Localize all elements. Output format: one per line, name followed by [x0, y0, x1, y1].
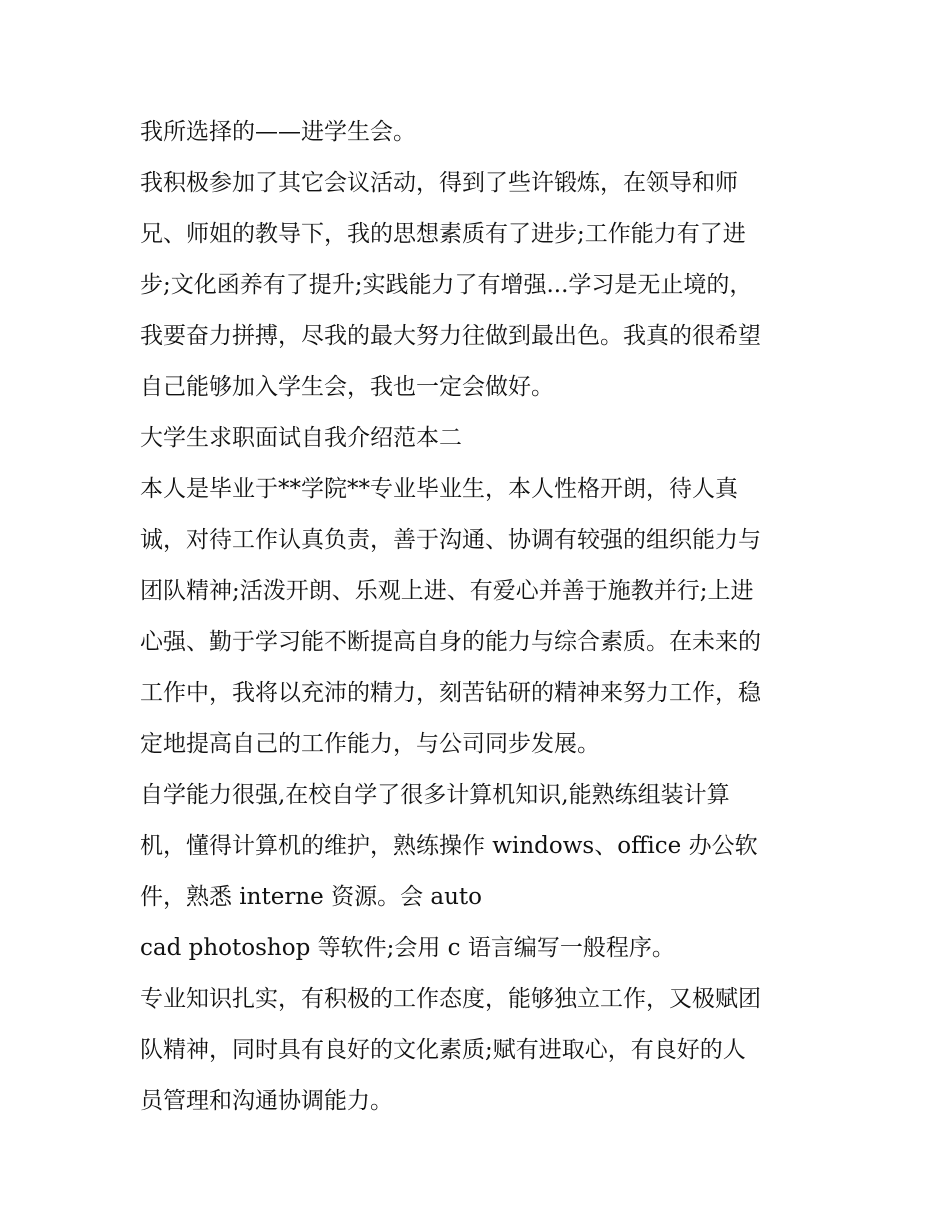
section-heading: 大学生求职面试自我介绍范本二	[140, 425, 462, 451]
text-line: 自己能够加入学生会，我也一定会做好。	[140, 374, 554, 400]
document-body	[140, 107, 815, 1127]
text-line: 我要奋力拼搏，尽我的最大努力往做到最出色。我真的很希望	[140, 323, 761, 349]
text-line: 诚，对待工作认真负责，善于沟通、协调有较强的组织能力与	[140, 527, 761, 553]
text-line: 步;文化函养有了提升;实践能力了有增强...学习是无止境的，	[140, 272, 753, 298]
text-line: 团队精神;活泼开朗、乐观上进、有爱心并善于施教并行;上进	[140, 578, 754, 604]
text-line: 件，熟悉 interne 资源。会 auto	[140, 884, 482, 910]
text-line: 员管理和沟通协调能力。	[140, 1088, 393, 1114]
text-line: 工作中，我将以充沛的精力，刻苦钻研的精神来努力工作，稳	[140, 680, 761, 706]
text-line: 专业知识扎实，有积极的工作态度，能够独立工作，又极赋团	[140, 986, 761, 1012]
text-line: 心强、勤于学习能不断提高自身的能力与综合素质。在未来的	[140, 629, 761, 655]
text-line: 我所选择的——进学生会。	[140, 119, 416, 145]
text-line: cad photoshop 等软件;会用 c 语言编写一般程序。	[140, 935, 675, 961]
text-line: 我积极参加了其它会议活动，得到了些许锻炼，在领导和师	[140, 170, 738, 196]
text-line: 本人是毕业于**学院**专业毕业生，本人性格开朗，待人真	[140, 476, 738, 502]
text-line: 兄、师姐的教导下，我的思想素质有了进步;工作能力有了进	[140, 221, 746, 247]
text-line: 机，懂得计算机的维护，熟练操作 windows、office 办公软	[140, 833, 758, 859]
text-line: 队精神，同时具有良好的文化素质;赋有进取心，有良好的人	[140, 1037, 746, 1063]
text-line: 自学能力很强,在校自学了很多计算机知识,能熟练组装计算	[140, 782, 730, 808]
text-line: 定地提高自己的工作能力，与公司同步发展。	[140, 731, 600, 757]
